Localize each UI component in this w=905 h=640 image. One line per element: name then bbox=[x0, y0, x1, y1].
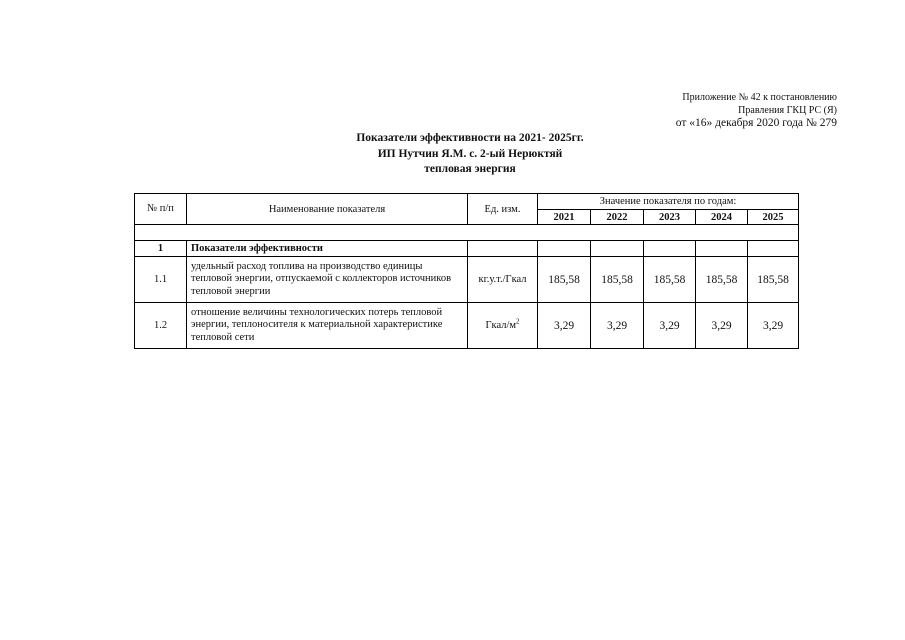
section-num: 1 bbox=[135, 241, 187, 257]
row-value-2022: 3,29 bbox=[591, 303, 644, 349]
section-value bbox=[696, 241, 748, 257]
header-year-2024: 2024 bbox=[696, 210, 748, 225]
row-unit: кг.у.т./Гкал bbox=[468, 257, 538, 303]
table-row bbox=[135, 257, 799, 303]
title-line-3: тепловая энергия bbox=[424, 163, 516, 175]
title-line-1: Показатели эффективности на 2021- 2025гг. bbox=[356, 132, 584, 144]
row-value-2022: 185,58 bbox=[591, 257, 644, 303]
section-row bbox=[135, 241, 799, 257]
appendix-line-2: Правления ГКЦ РС (Я) bbox=[738, 104, 837, 116]
row-value-2025: 185,58 bbox=[748, 257, 799, 303]
row-name: удельный расход топлива на производство единицы тепловой энергии, отпускаемой с коллекторов источников тепловой энергии bbox=[187, 257, 468, 303]
header-unit: Ед. изм. bbox=[468, 194, 538, 225]
row-value-2021: 185,58 bbox=[538, 257, 591, 303]
section-value bbox=[644, 241, 696, 257]
row-num: 1.1 bbox=[135, 257, 187, 303]
row-num: 1.2 bbox=[135, 303, 187, 349]
row-value-2023: 185,58 bbox=[644, 257, 696, 303]
section-value bbox=[748, 241, 799, 257]
header-year-2023: 2023 bbox=[644, 210, 696, 225]
row-value-2021: 3,29 bbox=[538, 303, 591, 349]
section-name: Показатели эффективности bbox=[187, 241, 468, 257]
appendix-line-1: Приложение № 42 к постановлению bbox=[682, 92, 837, 103]
appendix-line-3: от «16» декабря 2020 года № 279 bbox=[675, 117, 837, 129]
row-value-2024: 3,29 bbox=[696, 303, 748, 349]
section-unit bbox=[468, 241, 538, 257]
row-name: отношение величины технологических потерь тепловой энергии, теплоносителя к материальной характеристике тепловой сети bbox=[187, 303, 468, 349]
appendix-header bbox=[676, 92, 837, 130]
indicators-table bbox=[134, 193, 799, 349]
spacer-row bbox=[135, 225, 799, 241]
header-name: Наименование показателя bbox=[187, 194, 468, 225]
table-row bbox=[135, 303, 799, 349]
row-unit bbox=[468, 303, 538, 349]
row-unit-superscript: 2 bbox=[516, 317, 520, 326]
header-row-1 bbox=[135, 194, 799, 210]
section-value bbox=[538, 241, 591, 257]
title-line-2: ИП Нутчин Я.М. с. 2-ый Нерюктяй bbox=[377, 147, 563, 160]
row-unit-text: Гкал/м bbox=[485, 320, 517, 331]
header-num: № п/п bbox=[135, 194, 187, 225]
row-value-2025: 3,29 bbox=[748, 303, 799, 349]
header-year-2021: 2021 bbox=[538, 210, 591, 225]
section-value bbox=[591, 241, 644, 257]
spacer-cell bbox=[135, 225, 799, 241]
header-values-by-year: Значение показателя по годам: bbox=[538, 194, 799, 210]
header-year-2025: 2025 bbox=[748, 210, 799, 225]
row-value-2024: 185,58 bbox=[696, 257, 748, 303]
header-year-2022: 2022 bbox=[591, 210, 644, 225]
row-value-2023: 3,29 bbox=[644, 303, 696, 349]
document-title bbox=[280, 131, 660, 178]
